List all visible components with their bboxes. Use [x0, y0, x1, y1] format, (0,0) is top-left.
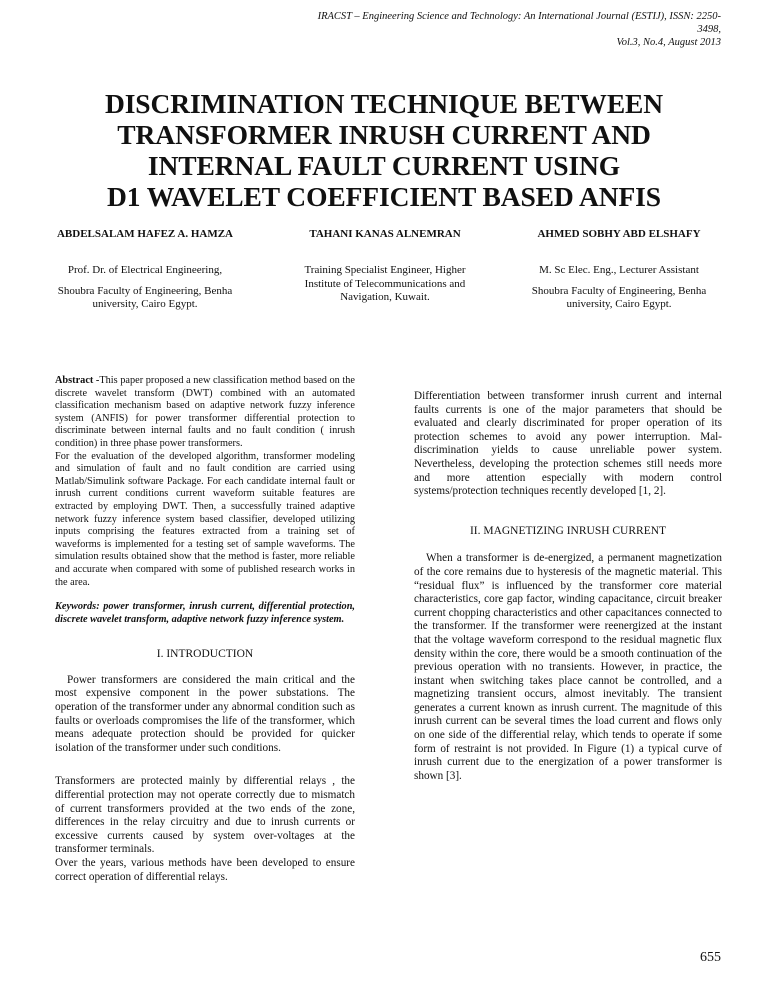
affiliation-title: Prof. Dr. of Electrical Engineering,: [67, 264, 223, 276]
left-column: [55, 375, 355, 896]
section-heading-introduction: I. INTRODUCTION: [156, 648, 254, 661]
page-number: 655: [700, 950, 721, 965]
journal-header-line-2: Vol.3, No.4, August 2013: [616, 37, 721, 48]
author-affiliation: [515, 264, 723, 312]
author-name: TAHANI KANAS ALNEMRAN: [309, 228, 461, 240]
author-name: ABDELSALAM HAFEZ A. HAMZA: [56, 228, 234, 240]
title-line: TRANSFORMER INRUSH CURRENT AND: [117, 119, 651, 150]
journal-header-line-1: IRACST – Engineering Science and Technology: An International Journal (ESTIJ), ISSN: 2250-3498,: [317, 11, 721, 35]
author-name: AHMED SOBHY ABD ELSHAFY: [537, 228, 701, 240]
paper-title: [50, 88, 718, 212]
body-paragraph: Power transformers are considered the main critical and the most expensive component in the power substations. The operation of the transformer under any abnormal condition such as faults or overloads compromises the life of the transformer, which means adequate protection should be provided for quicker isolation of the transformer under such conditions.: [55, 673, 355, 754]
body-paragraph: When a transformer is de-energized, a permanent magnetization of the core remains due to hysteresis of the magnetic material. This “residual flux” is influenced by the transformer core material characteristics, core gap factor, winding capacitance, circuit breaker current chopping characteristics and other capacitances connected to the transformer. If the transformer were reenergized at the instant that the voltage waveform correspond to the residual magnetic flux density within the core, there would be a smooth continuation of the previous operation with no transients. However, in practice, the instant when switching takes place cannot be controlled, and a magnetizing transient occurs, almost inevitably. The transient generates a current known as inrush current. The magnitude of this inrush current can be several times the load current and flows only on one side of the differential relay, which tends to operate if some form of restraint is not provided. In Figure (1) a typical curve of inrush current due to the energization of a power transformer is shown [3].: [414, 552, 722, 782]
author-3: [515, 228, 723, 319]
author-affiliation: [296, 264, 474, 305]
body-paragraph: Over the years, various methods have been developed to ensure correct operation of differential relays.: [55, 857, 355, 883]
section-heading-inrush: II. MAGNETIZING INRUSH CURRENT: [469, 524, 667, 537]
keywords: Keywords: power transformer, inrush current, differential protection, discrete wavelet transform, adaptive network fuzzy inference system.: [55, 601, 355, 625]
abstract-text: This paper proposed a new classification method based on the discrete wavelet transform (DWT) combined with an automated classification mechanism based on adaptive network fuzzy inference system (ANFIS) for power transformer differential protection to discriminate between internal faults and no fault condition ( inrush condition) in three phase power transformers.: [55, 375, 355, 449]
abstract-label: Abstract -: [55, 375, 100, 386]
title-line: D1 WAVELET COEFFICIENT BASED ANFIS: [107, 181, 661, 212]
affiliation-title: Training Specialist Engineer, Higher Institute of Telecommunications and Navigation, Kuwait.: [304, 264, 466, 303]
abstract: [55, 375, 355, 589]
title-line: DISCRIMINATION TECHNIQUE BETWEEN: [104, 88, 664, 119]
affiliation-title: M. Sc Elec. Eng., Lecturer Assistant: [539, 264, 699, 276]
affiliation-institution: Shoubra Faculty of Engineering, Benha university, Cairo Egypt.: [531, 284, 707, 310]
affiliation-institution: Shoubra Faculty of Engineering, Benha university, Cairo Egypt.: [57, 284, 233, 310]
author-affiliation: [55, 264, 235, 312]
author-2: [296, 228, 474, 312]
journal-header: [301, 10, 721, 49]
right-column: [414, 390, 722, 795]
abstract-text: For the evaluation of the developed algorithm, transformer modeling and simulation of fault and no fault condition are carried using Matlab/Simulink software Package. For each candidate internal fault or inrush current conditions current waveform suitable features are extracted by employing DWT. Then, a successfully trained adaptive network fuzzy inference system based classifier, developed utilizing inputs comprising the features extracted from a training set of waveforms is implemented for a testing set of sample waveforms. The simulation results obtained show that the method is faster, more reliable and accurate when compared with some of published research works in the area.: [55, 450, 355, 588]
body-paragraph: Transformers are protected mainly by differential relays , the differential protection may not operate correctly due to mismatch of current transformers provided at the two ends of the zone, differences in the relay circuitry and due to inrush currents or excessive currents caused by system over-voltages at the transformer terminals.: [55, 775, 355, 856]
title-line: INTERNAL FAULT CURRENT USING: [147, 150, 621, 181]
author-1: [55, 228, 235, 319]
body-paragraph: Differentiation between transformer inrush current and internal faults currents is one of the major parameters that should be evaluated and clearly discriminated for proper operation of its protection schemes to avoid any power interruption. Mal-discrimination yields to cause unreliable power system. Nevertheless, developing the protection schemes still needs more and more attention especially with modern control systems/protection techniques recently developed [1, 2].: [414, 390, 722, 498]
